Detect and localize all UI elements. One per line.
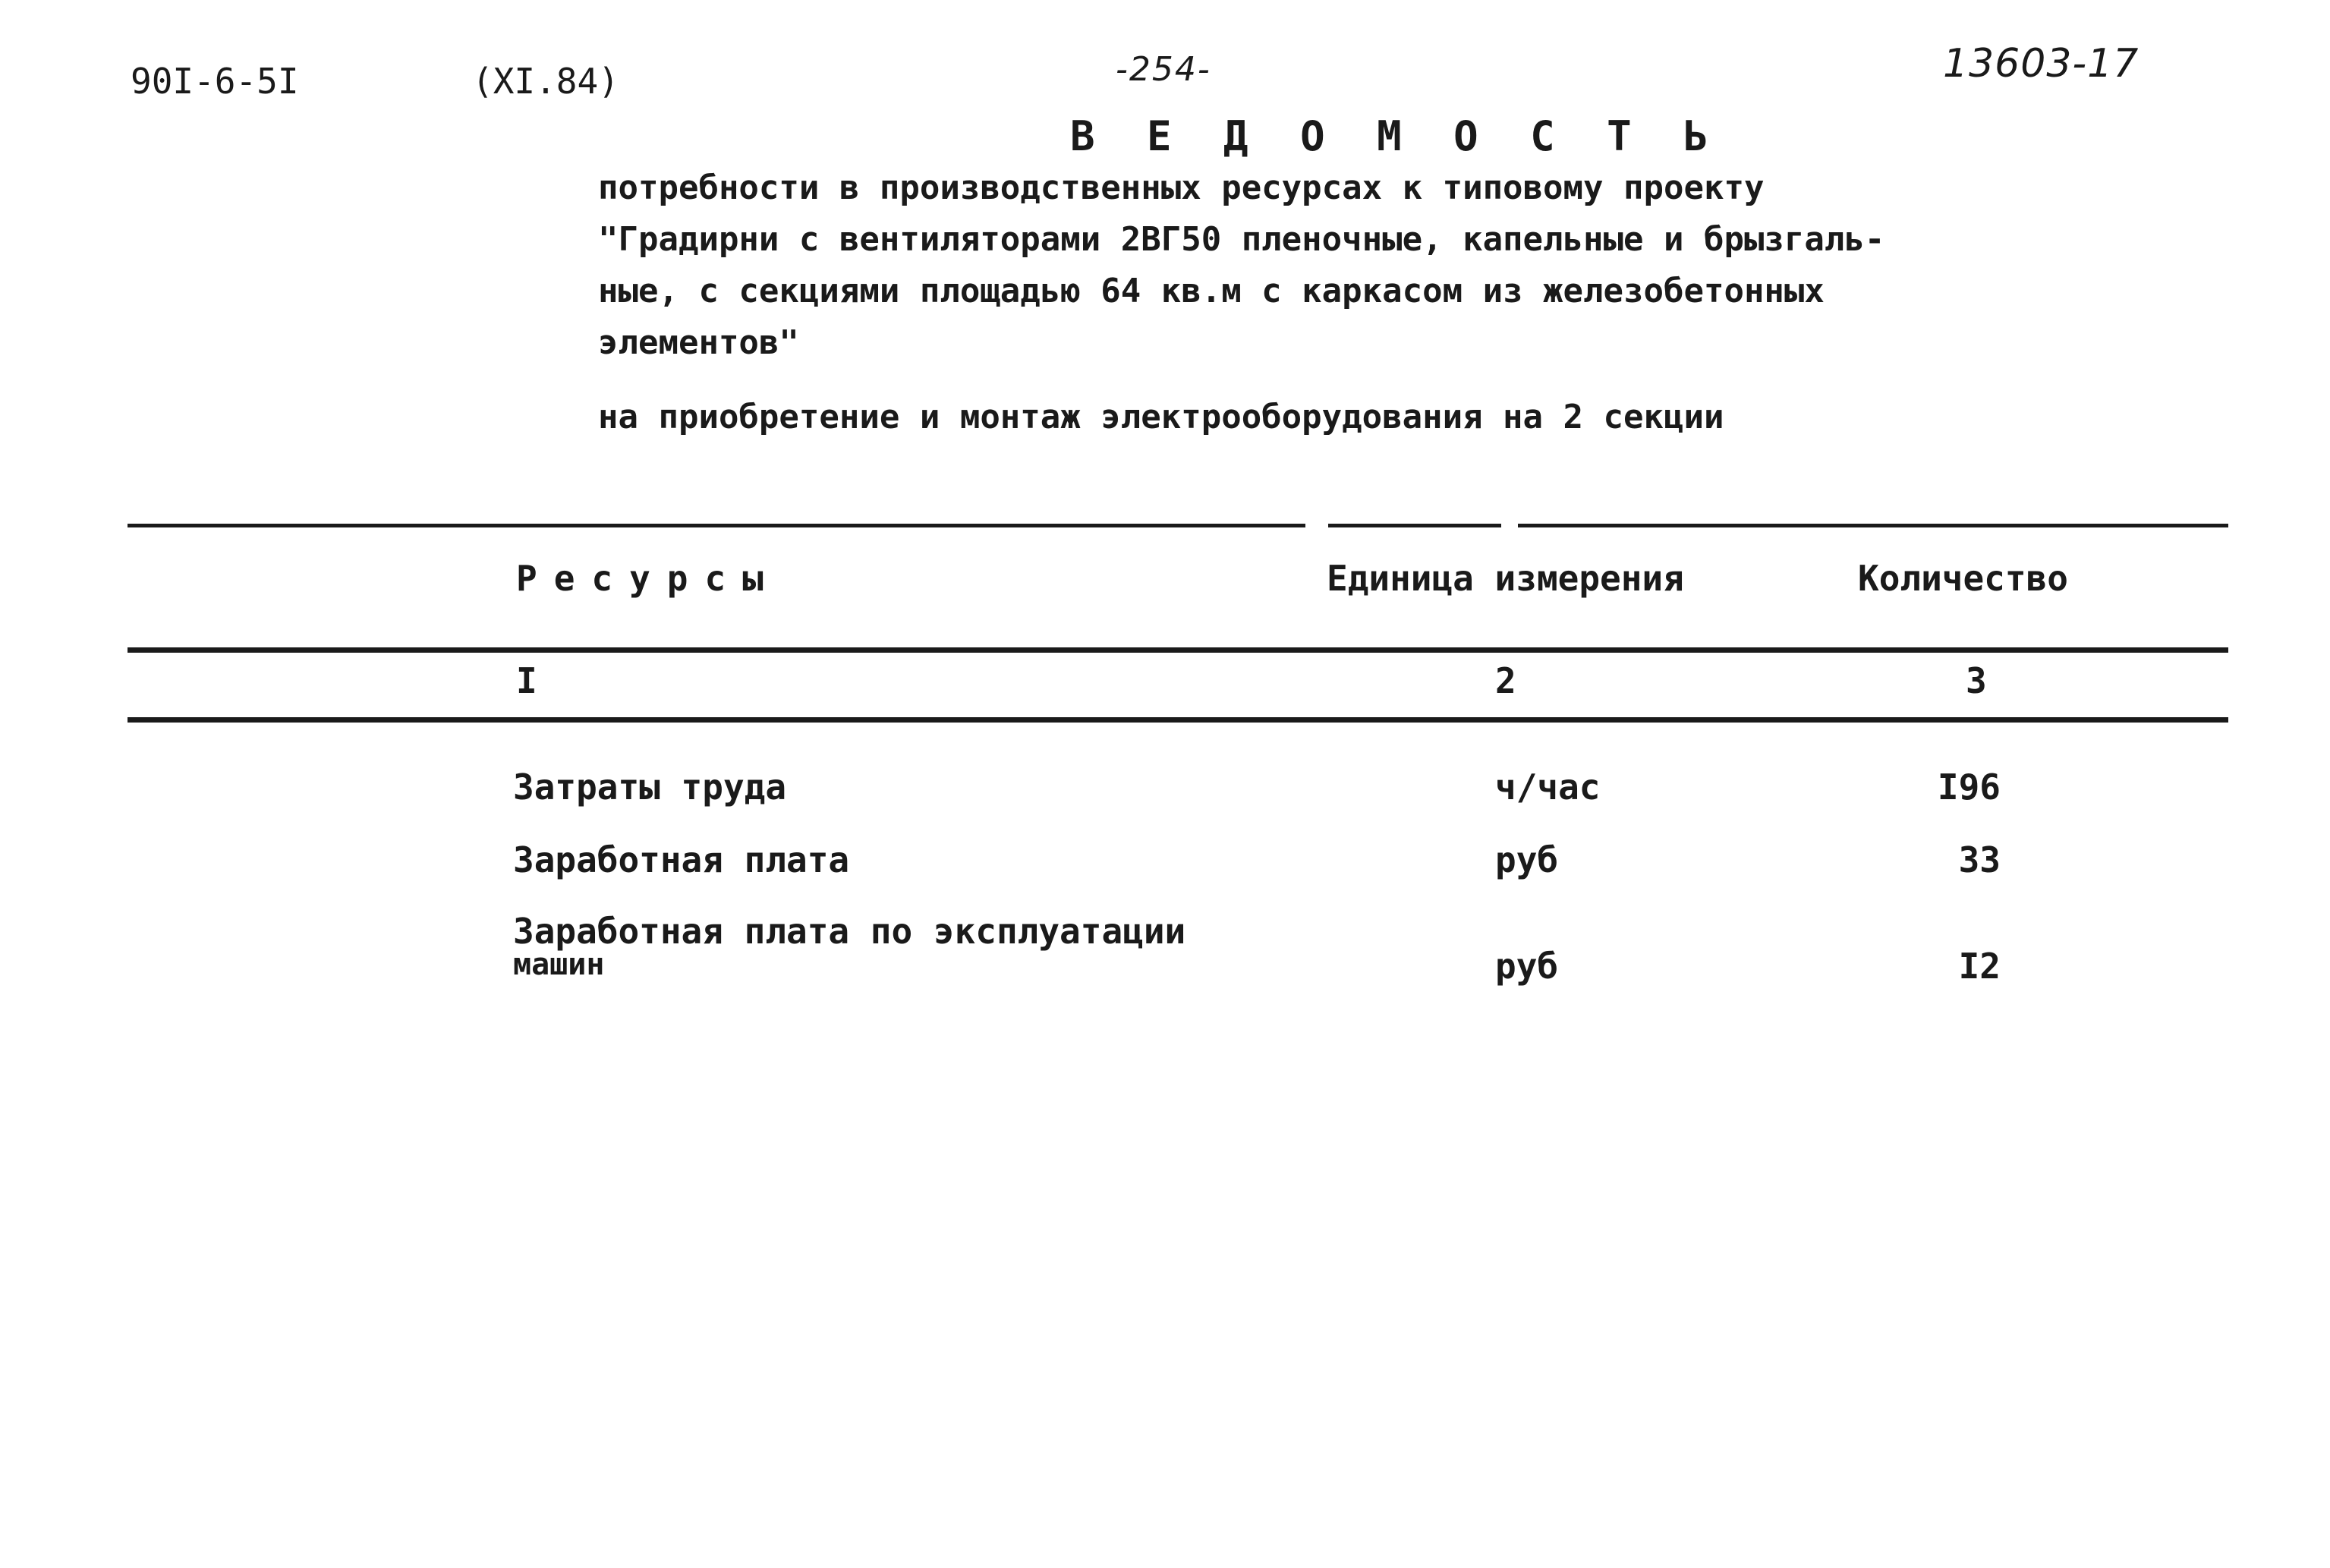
row-wages-unit: руб (1495, 839, 1559, 880)
header-quantity: Количество (1858, 558, 2068, 599)
page-number: -254- (1116, 50, 1211, 89)
document-code: 90I-6-5I (131, 61, 299, 102)
intro-line-5: на приобретение и монтаж электрооборудования на 2 секции (598, 398, 1724, 436)
row-wages-quantity: 33 (1958, 839, 2001, 880)
handwritten-document-number: 13603-17 (1943, 41, 2140, 87)
row-labor-unit: ч/час (1495, 767, 1601, 808)
row-machine-wages-name: Заработная плата по эксплуатации (513, 911, 1186, 952)
row-wages-name: Заработная плата (513, 839, 850, 880)
row-labor-quantity: I96 (1937, 767, 2001, 808)
row-machine-wages-quantity: I2 (1958, 946, 2001, 987)
document-title: В Е Д О М О С Т Ь (1070, 112, 1722, 160)
table-top-rule-1 (128, 524, 1305, 527)
column-number-2: 2 (1495, 660, 1516, 701)
table-top-rule-3 (1518, 524, 2228, 527)
header-unit: Единица измерения (1327, 558, 1684, 599)
column-number-1: I (516, 660, 537, 701)
intro-line-1: потребности в производственных ресурсах к типовому проекту (598, 168, 1765, 207)
intro-line-2: "Градирни с вентиляторами 2ВГ50 пленочные, капельные и брызгаль- (598, 220, 1885, 259)
document-edition: (XI.84) (472, 61, 619, 102)
table-body-rule (128, 717, 2228, 723)
intro-line-4: элементов" (598, 323, 799, 362)
header-resources: Ресурсы (516, 558, 780, 599)
row-labor-name: Затраты труда (513, 767, 787, 808)
column-number-3: 3 (1966, 660, 1987, 701)
table-top-rule-2 (1328, 524, 1501, 527)
intro-line-3: ные, с секциями площадью 64 кв.м с каркасом из железобетонных (598, 272, 1825, 310)
table-header-rule (128, 647, 2228, 653)
row-machine-wages-name-continuation: машин (513, 947, 605, 982)
row-machine-wages-unit: руб (1495, 946, 1559, 987)
